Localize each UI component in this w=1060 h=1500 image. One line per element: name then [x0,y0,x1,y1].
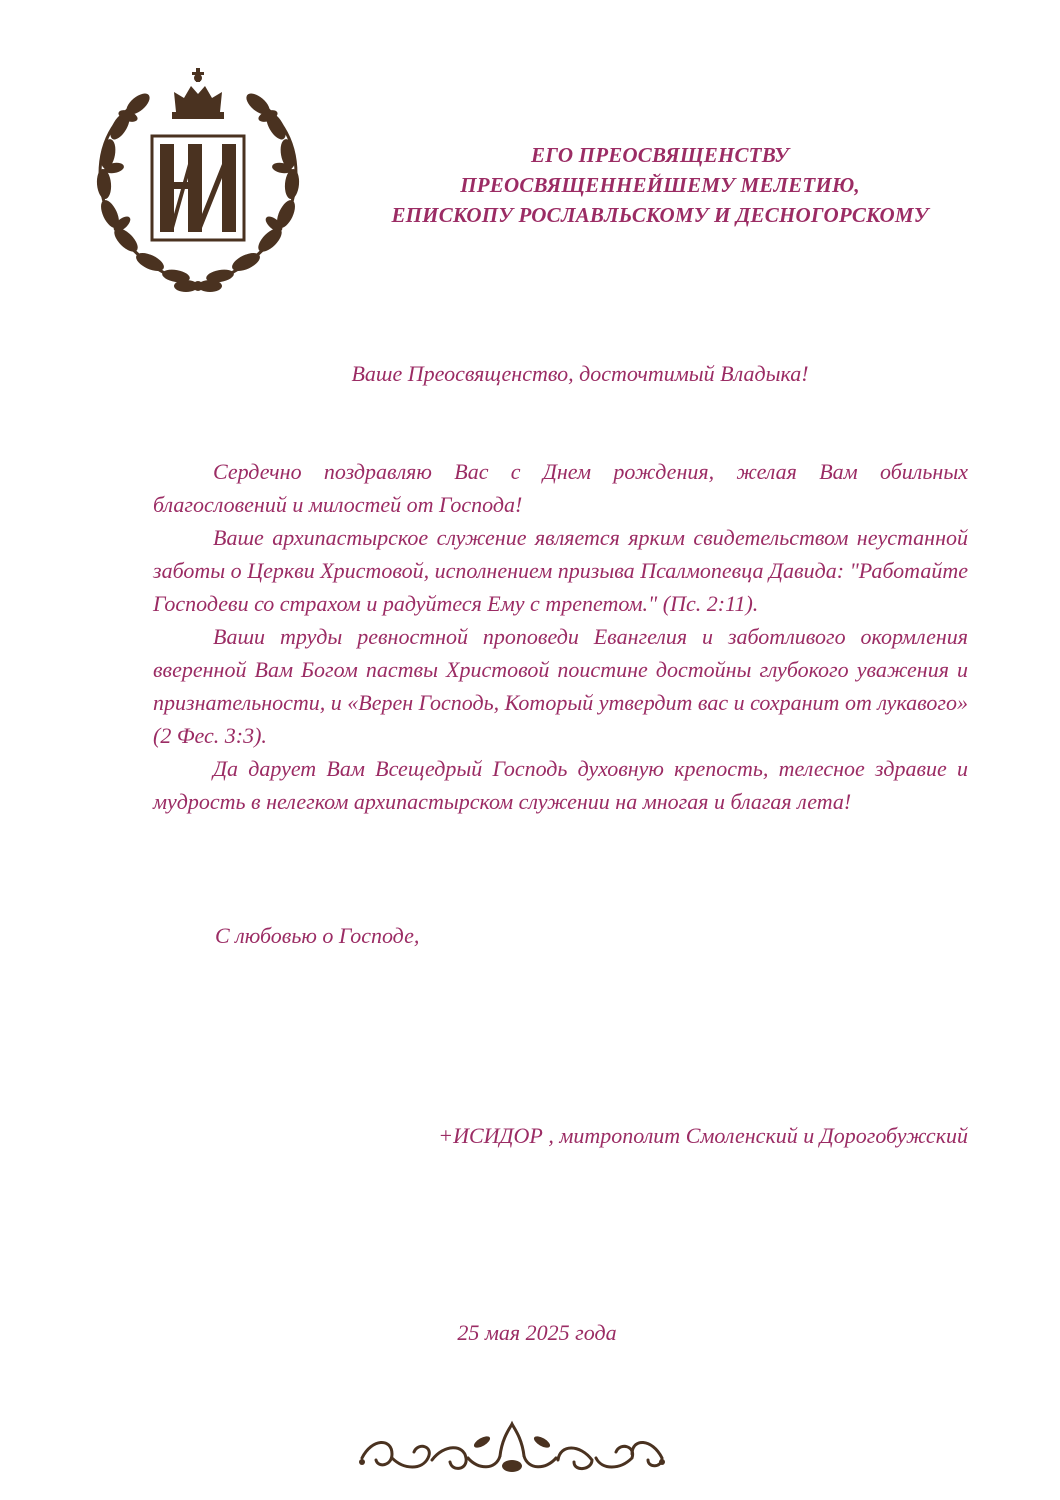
emblem-icon [78,64,318,300]
paragraph: Ваше архипастырское служение является ярким свидетельством неустанной заботы о Церкви Христовой, исполнением призыва Псалмопевца Давида: "Работайте Господеви со страхом и радуйтеся Ему с трепетом." (Пс. 2:11). [153,525,968,616]
addressee-line-2: ПРЕОСВЯЩЕННЕЙШЕМУ МЕЛЕТИЮ, [460,173,860,197]
paragraph: Ваши труды ревностной проповеди Евангелия и заботливого окормления вверенной Вам Богом паствы Христовой поистине достойны глубокого уважения и признательности, и «Верен Господь, Который утвердит вас и сохранит от лукавого» (2 Фес. 3:3). [153,624,968,748]
closing-phrase: С любовью о Господе, [215,923,420,948]
signature-line: +ИСИДОР , митрополит Смоленский и Дорогобужский [438,1123,968,1148]
letter-body [153,455,968,818]
addressee-block [330,140,990,230]
addressee-line-3: ЕПИСКОПУ РОСЛАВЛЬСКОМУ И ДЕСНОГОРСКОМУ [391,203,929,227]
floral-scroll-ornament-icon [352,1418,672,1490]
addressee-line-1: ЕГО ПРЕОСВЯЩЕНСТВУ [531,143,789,167]
paragraph: Да дарует Вам Всещедрый Господь духовную крепость, телесное здравие и мудрость в нелегком архипастырском служении на многая и благая лета! [153,756,968,814]
letter-date: 25 мая 2025 года [457,1320,617,1345]
salutation: Ваше Преосвященство, досточтимый Владыка! [351,361,809,386]
paragraph: Сердечно поздравляю Вас с Днем рождения, желая Вам обильных благословений и милостей от Господа! [153,459,968,517]
